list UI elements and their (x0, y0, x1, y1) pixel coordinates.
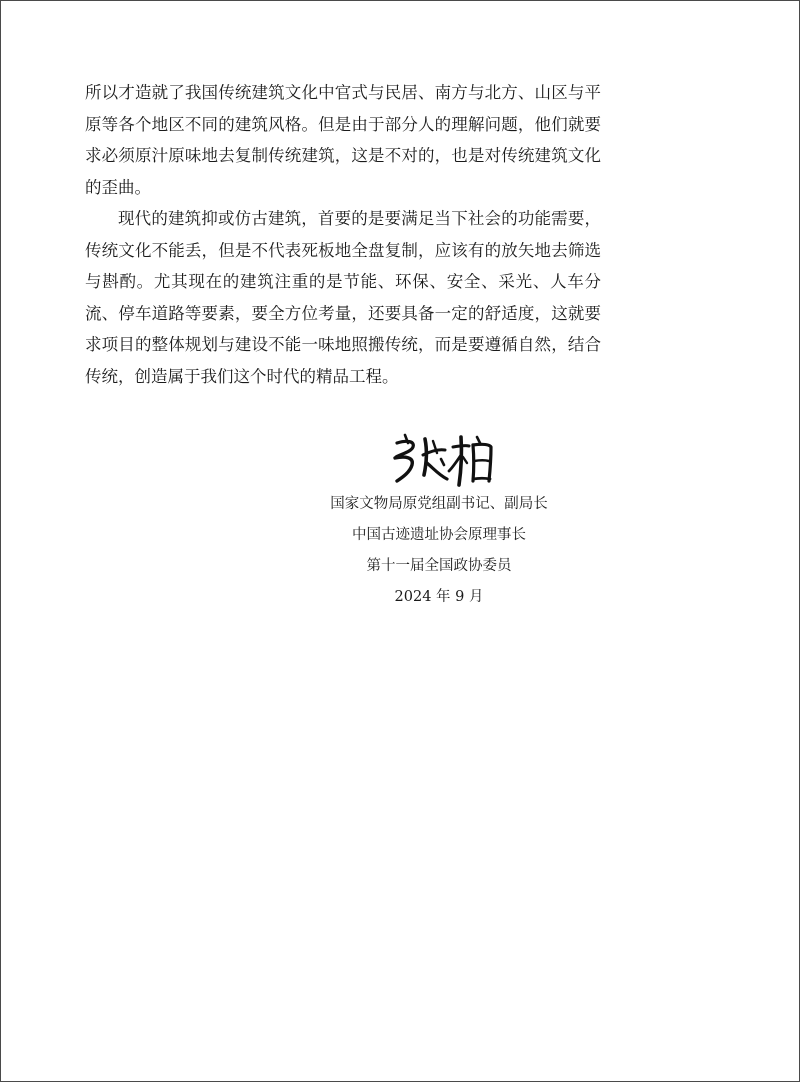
paragraph-2: 现代的建筑抑或仿古建筑，首要的是要满足当下社会的功能需要，传统文化不能丢，但是不代表死板地全盘复制，应该有的放矢地去筛选与斟酌。尤其现在的建筑注重的是节能、环保、安全、采光、人车分流、停车道路等要素，要全方位考量，还要具备一定的舒适度，这就要求项目的整体规划与建设不能一味地照搬传统，而是要遵循自然，结合传统，创造属于我们这个时代的精品工程。 (85, 209, 601, 386)
handwritten-signature (381, 429, 501, 491)
paragraph-1: 所以才造就了我国传统建筑文化中官式与民居、南方与北方、山区与平原等各个地区不同的建筑风格。但是由于部分人的理解问题，他们就要求必须原汁原味地去复制传统建筑，这是不对的，也是对传统建筑文化的歪曲。 (85, 83, 601, 197)
author-title-2: 中国古迹遗址协会原理事长 (352, 527, 526, 543)
author-title-3: 第十一届全国政协委员 (366, 558, 512, 574)
author-title-1: 国家文物局原党组副书记、副局长 (330, 496, 548, 512)
author-credentials (301, 489, 577, 613)
signature-date: 2024 年 9 月 (394, 589, 484, 605)
article-body (85, 77, 601, 392)
